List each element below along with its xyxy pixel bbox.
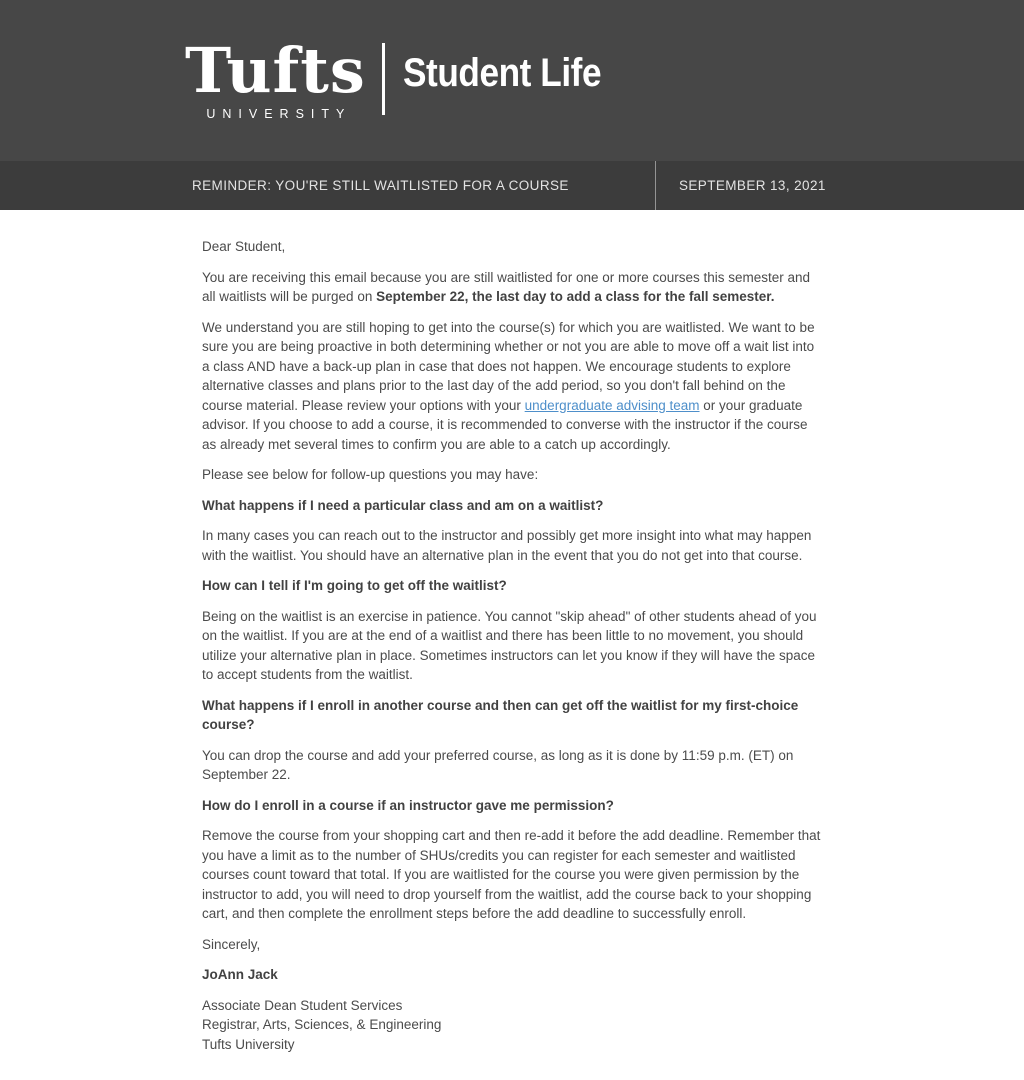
- student-life-wordmark: Student Life: [402, 51, 601, 95]
- text-run: What happens if I need a particular class and am on a waitlist?: [202, 497, 604, 513]
- subject-bar: [0, 161, 1024, 210]
- email-masthead: [0, 0, 1024, 161]
- signature-line: Registrar, Arts, Sciences, & Engineering: [202, 1017, 442, 1032]
- bold-text-run: September 22, the last day to add a class for the fall semester.: [376, 289, 775, 304]
- paragraph: [202, 465, 824, 485]
- tufts-wordmark: Tufts: [185, 33, 366, 107]
- email-body: [0, 210, 824, 1080]
- logo-divider: [382, 43, 385, 115]
- signature-lines: [202, 996, 824, 1055]
- advising-team-link[interactable]: undergraduate advising team: [524, 397, 700, 413]
- signature-block: [202, 965, 824, 1054]
- text-run: We understand you are still hoping to get into the course(s) for which you are waitlisted. We want to be sure you are being proactive in both determining whether or not you are able to move off a wait list into a class AND have a back-up plan in case that does not happen. We encourage students to explore alternative classes and plans prior to the last day of the add period, so you don't fall behind on the course material. Please review your options with your: [202, 319, 815, 413]
- email-date: SEPTEMBER 13, 2021: [679, 178, 826, 193]
- text-run: or your graduate advisor. If you choose to add a course, it is recommended to converse with the instructor if the course as already met several times to confirm you are able to a catch up accordingly.: [202, 397, 808, 452]
- text-run: How do I enroll in a course if an instructor gave me permission?: [202, 797, 614, 813]
- text-run: You can drop the course and add your preferred course, as long as it is done by 11:59 p.m. (ET) on September 22.: [202, 747, 794, 782]
- text-run: Remove the course from your shopping cart and then re-add it before the add deadline. Remember that you have a limit as to the number of SHUs/credits you can register for each semester and waitlisted courses count toward that total. If you are waitlisted for the course you were given permission by the instructor to add, you will need to drop yourself from the waitlist, add the course back to your shopping cart, and then complete the enrollment steps before the add deadline to successfully enroll.: [202, 828, 821, 921]
- text-run: You are receiving this email because you are still waitlisted for one or more courses this semester and all waitlists will be purged on: [202, 269, 811, 304]
- email-paragraphs: [202, 268, 824, 924]
- signature-name: JoAnn Jack: [202, 967, 278, 982]
- text-run: Being on the waitlist is an exercise in patience. You cannot "skip ahead" of other students ahead of you on the waitlist. If you are at the end of a waitlist and there has been little to no movement, you should utilize your alternative plan in place. Sometimes instructors can let you know if they will have the space to accept students from the waitlist.: [202, 608, 817, 682]
- signature-line: Associate Dean Student Services: [202, 997, 403, 1013]
- tufts-wordmark-group: [185, 33, 366, 121]
- text-run: Please see below for follow-up questions you may have:: [202, 467, 539, 482]
- question-heading: [202, 796, 824, 816]
- paragraph: [202, 607, 824, 685]
- signature-line: Tufts University: [202, 1036, 295, 1052]
- paragraph: [202, 746, 824, 785]
- paragraph: [202, 526, 824, 565]
- question-heading: [202, 576, 824, 596]
- text-run: How can I tell if I'm going to get off the waitlist?: [202, 578, 507, 593]
- salutation: Dear Student,: [202, 239, 286, 254]
- paragraph: [202, 826, 824, 924]
- question-heading: [202, 696, 824, 735]
- text-run: In many cases you can reach out to the instructor and possibly get more insight into what may happen with the waitlist. You should have an alternative plan in the event that you do not get into that course.: [202, 528, 812, 563]
- email-subject: REMINDER: YOU'RE STILL WAITLISTED FOR A COURSE: [192, 178, 569, 193]
- tufts-student-life-logo: [185, 33, 628, 121]
- text-run: What happens if I enroll in another course and then can get off the waitlist for my first-choice course?: [202, 697, 799, 732]
- paragraph: [202, 268, 824, 307]
- question-heading: [202, 496, 824, 516]
- paragraph: [202, 318, 824, 455]
- university-wordmark: UNIVERSITY: [206, 106, 352, 121]
- closing: Sincerely,: [202, 936, 261, 952]
